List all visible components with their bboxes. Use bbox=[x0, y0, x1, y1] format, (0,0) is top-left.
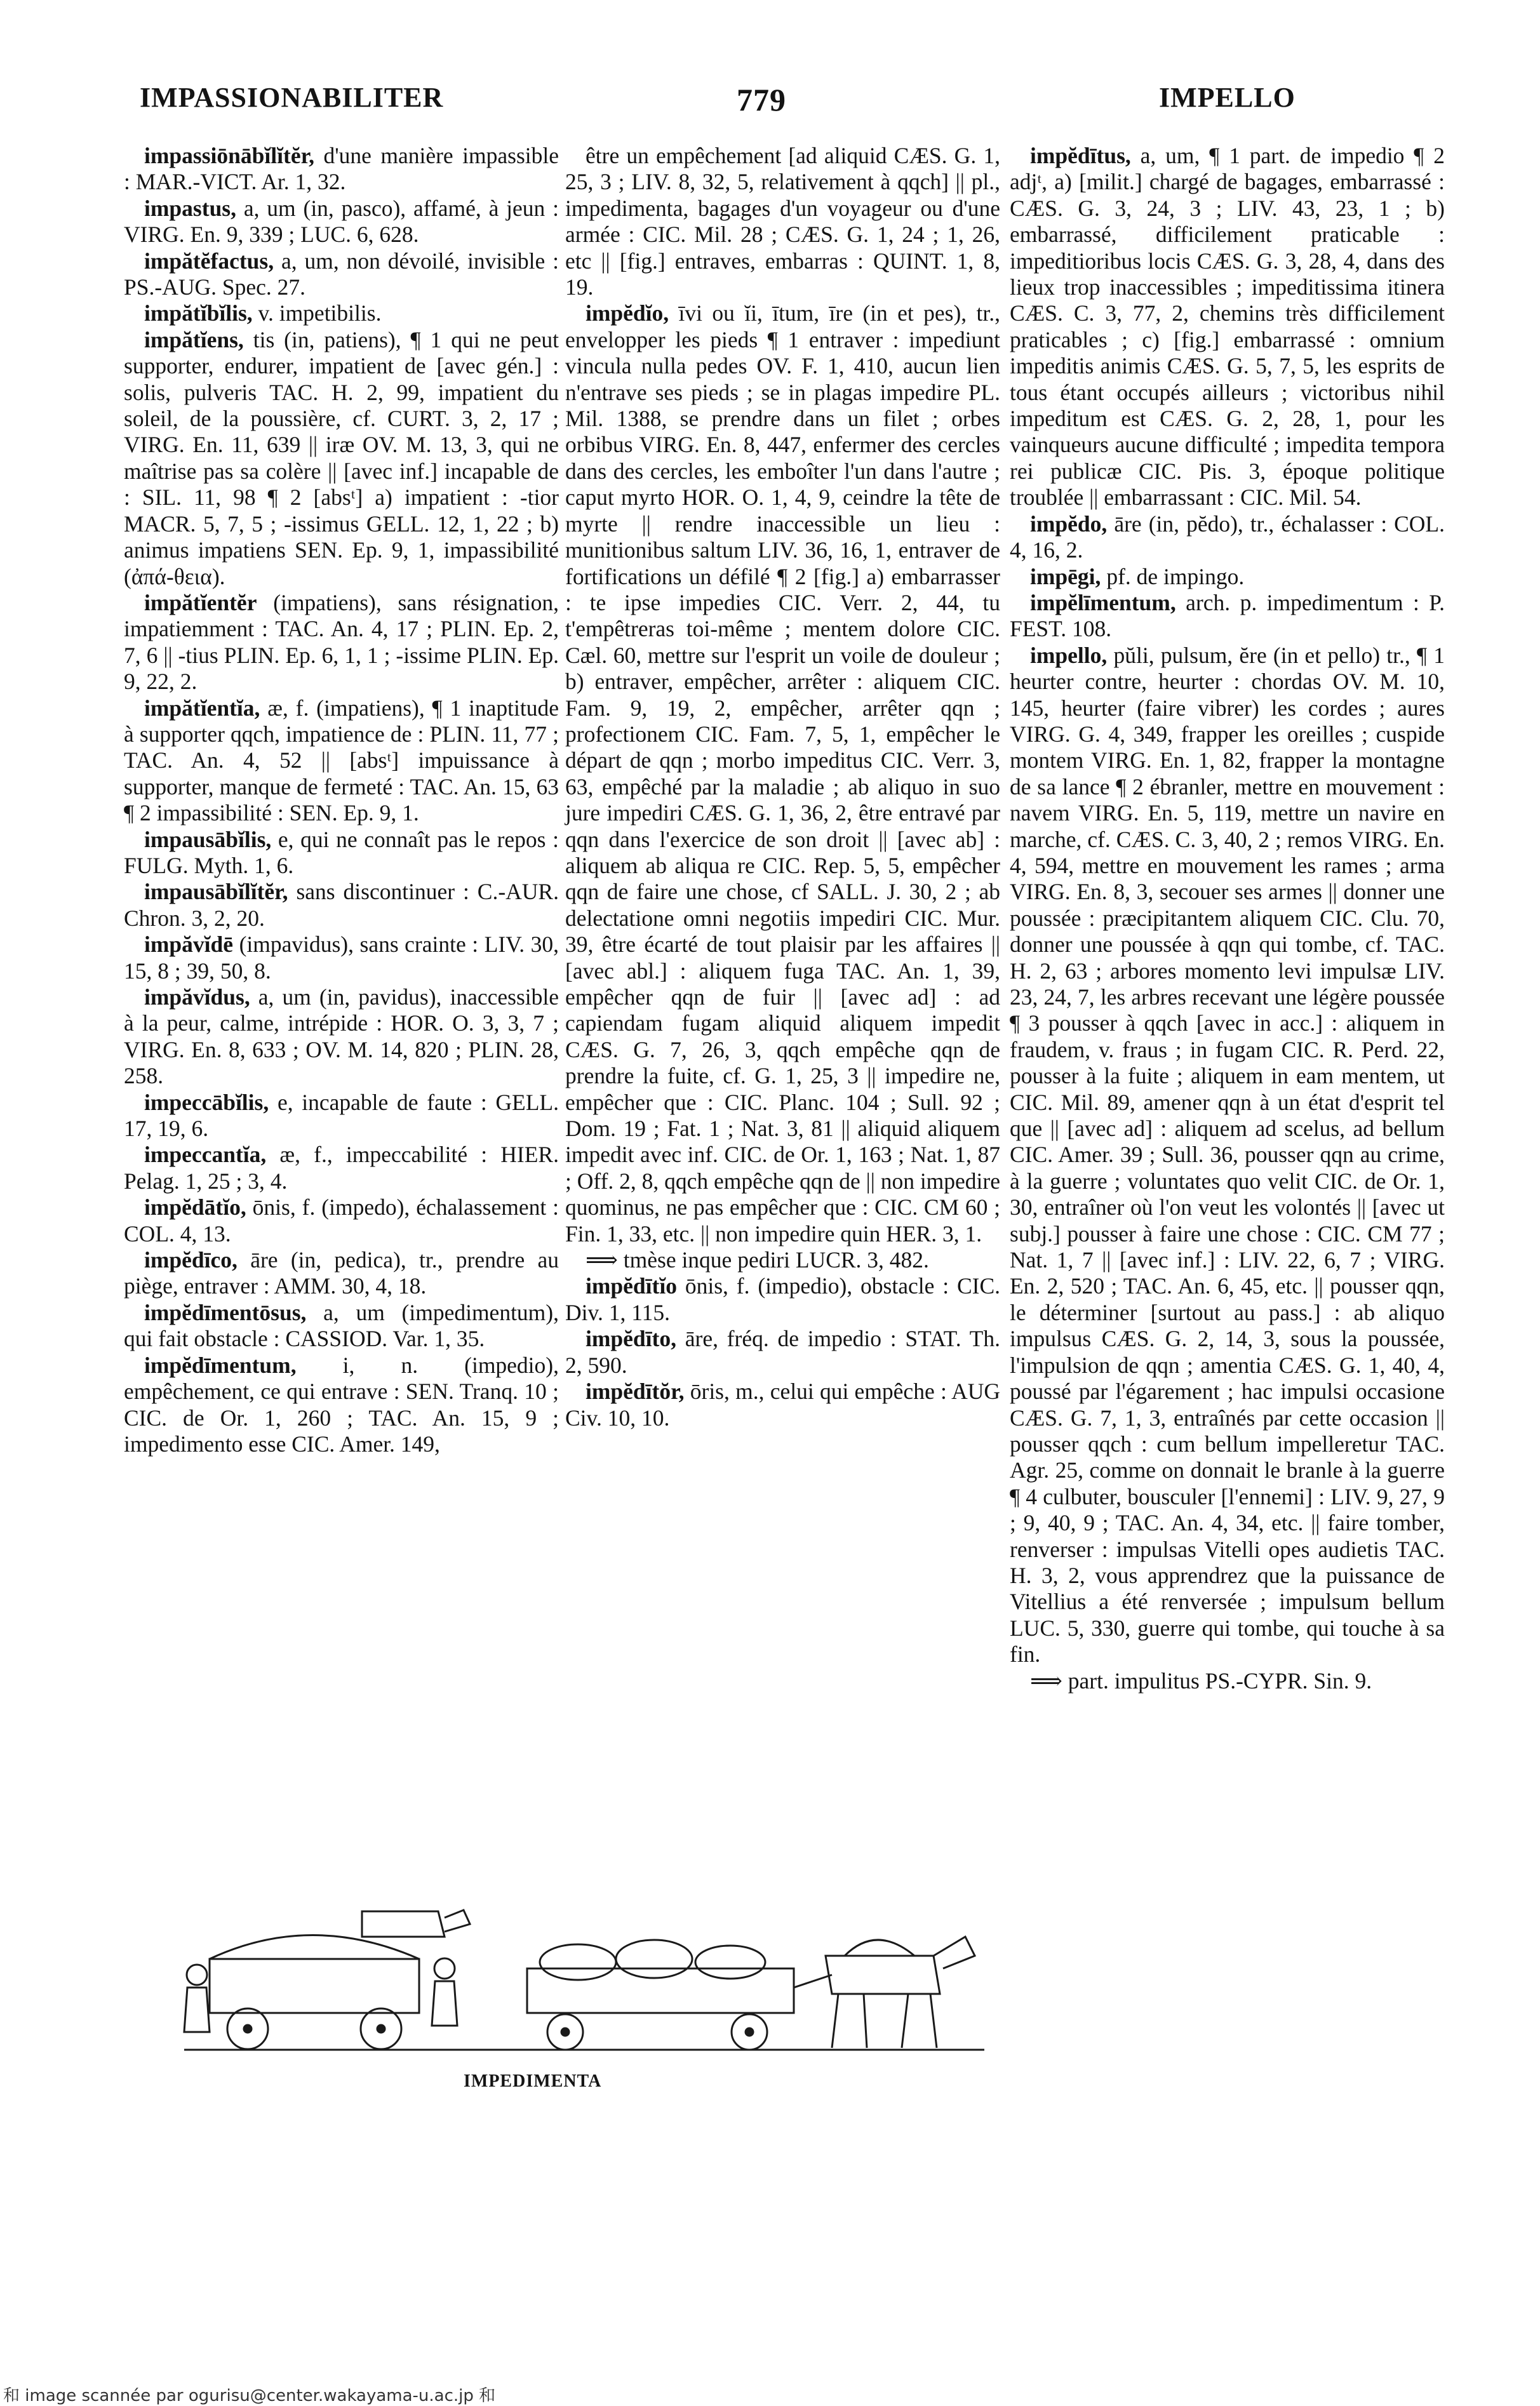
harness-pole bbox=[794, 1975, 832, 1988]
dictionary-entry bbox=[124, 195, 565, 248]
entry-headword: impĕdīmentum, bbox=[144, 1352, 297, 1378]
entry-headword: impassiōnābĭlĭtĕr, bbox=[144, 143, 314, 168]
entry-definition: æ, f. (impatiens), ¶ 1 inaptitude à supporter qqch, impatience de : PLIN. 11, 77 ; TAC. An. 4, 52 || [absᵗ] impuissance à supporter, manque de fermeté : TAC. An. 15, 63 ¶ 2 impassibilité : SEN. Ep. 9, 1. bbox=[124, 695, 565, 826]
entry-definition: v. impetibilis. bbox=[252, 300, 382, 326]
entry-headword: impătĭbĭlis, bbox=[144, 300, 253, 326]
illustration-caption: IMPEDIMENTA bbox=[464, 2071, 602, 2091]
entry-headword: impĕdītŏr, bbox=[586, 1379, 685, 1405]
dictionary-entry bbox=[124, 1089, 565, 1142]
entry-headword: impeccābĭlis, bbox=[144, 1089, 269, 1115]
dictionary-entry bbox=[124, 1352, 565, 1458]
entry-definition: pf. de impingo. bbox=[1101, 563, 1245, 589]
entry-headword: impĕdātĭo, bbox=[144, 1194, 246, 1220]
entry-headword: impĕdītĭo bbox=[586, 1273, 677, 1299]
entry-headword: impello, bbox=[1030, 642, 1108, 668]
dictionary-entry bbox=[124, 695, 565, 827]
dictionary-entry bbox=[1010, 1668, 1445, 1694]
dictionary-entry bbox=[1010, 642, 1450, 1668]
soldier-2-head bbox=[434, 1958, 455, 1979]
entry-headword: impĕdītus, bbox=[1030, 143, 1131, 168]
entry-definition: arch. p. impedimentum : P. FEST. 108. bbox=[1010, 589, 1450, 642]
entry-definition: être un empêchement [ad aliquid CÆS. G. 1, 25, 3 ; LIV. 8, 32, 5, relativement à qqch] || pl., impedimenta, bagages d'un voyageur ou d'une armée : CIC. Mil. 28 ; CÆS. G. 1, 24 ; 1, 26, etc || [fig.] entraves, embarras : QUINT. 1, 8, 19. bbox=[565, 143, 1006, 300]
text-column-3 bbox=[1010, 143, 1450, 2257]
entry-headword: impēgi, bbox=[1030, 563, 1101, 589]
dictionary-entry bbox=[124, 326, 565, 590]
ox-head bbox=[445, 1910, 470, 1932]
mule-legs bbox=[832, 1994, 937, 2048]
entry-definition: d'une manière impassible : MAR.-VICT. Ar. 1, 32. bbox=[124, 143, 565, 195]
entry-definition: īvi ou ĭi, ītum, īre (in et pes), tr., envelopper les pieds ¶ 1 entraver : impediunt vincula nulla pedes OV. F. 1, 410, aucun lien n'entrave ses pieds ; se in plagas impedire PL. Mil. 1388, se prendre dans un filet ; orbes orbibus VIRG. En. 8, 447, enfermer des cercles dans des cercles, les emboîter l'un dans l'autre ; caput myrto HOR. O. 1, 4, 9, ceindre la tête de myrte || rendre inaccessible un lieu : munitionibus saltum LIV. 36, 16, 1, entraver de fortifications un défilé ¶ 2 [fig.] a) embarrasser : te ipse impedies CIC. Verr. 2, 44, tu t'empêtreras toi-même ; mentem dolore CIC. Cæl. 60, mettre sur l'esprit un voile de douleur ; b) entraver, empêcher, arrêter : aliquem CIC. Fam. 9, 19, 2, empêcher, arrêter qqn ; profectionem CIC. Fam. 7, 5, 1, empêcher le départ de qqn ; morbo impeditus CIC. Verr. 3, 63, empêché par la maladie ; ab aliquo in suo jure impediri CÆS. G. 1, 36, 2, être entravé par qqn dans l'exercice de son droit || [avec ab] : aliquem ab aliqua re CIC. Rep. 5, 5, empêcher qqn de faire une chose, cf SALL. J. 30, 2 ; ab delectatione omni negotiis impediri CIC. Mur. 39, être écarté de tout plaisir par les affaires || [avec abl.] : aliquem fuga TAC. An. 1, 39, empêcher qqn de fuir || [avec ad] : ad capiendam fugam aliquid aliquem impedit CÆS. G. 7, 26, 3, qqch empêche qqn de prendre la fuite, cf. G. 1, 25, 3 || impedire ne, empêcher que : CIC. Planc. 104 ; Sull. 92 ; Dom. 19 ; Fat. 1 ; Nat. 3, 81 || aliquid aliquem impedit avec inf. CIC. de Or. 1, 163 ; Nat. 1, 87 ; Off. 2, 8, qqch empêche qqn de || non impedire quominus, ne pas empêcher que : CIC. CM 60 ; Fin. 1, 33, etc. || non impedire quin HER. 3, 1. bbox=[565, 300, 1006, 1246]
entry-headword: impĕlīmentum, bbox=[1030, 589, 1176, 615]
page-number: 779 bbox=[737, 82, 786, 117]
dictionary-entry bbox=[124, 589, 565, 695]
entry-definition: ōnis, f. (impedo), échalassement : COL. 4, 13. bbox=[124, 1194, 565, 1246]
entry-headword: impĕdīco, bbox=[144, 1247, 238, 1273]
entry-definition: ōnis, f. (impedio), obstacle : CIC. Div. 1, 115. bbox=[565, 1273, 1006, 1325]
entry-headword: impătĭentĭa, bbox=[144, 695, 260, 721]
entry-headword: impausābĭlĭtĕr, bbox=[144, 879, 288, 905]
entry-headword: impeccantĭa, bbox=[144, 1142, 267, 1168]
entry-definition: i, n. (impedio), empêchement, ce qui entrave : SEN. Tranq. 10 ; CIC. de Or. 1, 260 ; TAC. An. 15, 9 ; impedimento esse CIC. Amer. 149, bbox=[124, 1352, 565, 1457]
entry-definition: tis (in, patiens), ¶ 1 qui ne peut supporter, endurer, impatient de [avec gén.] : solis, pulveris TAC. H. 2, 99, impatient du soleil, de la poussière, cf. CURT. 3, 2, 17 ; VIRG. En. 11, 639 || iræ OV. M. 13, 3, qui ne maîtrise pas sa colère || [avec inf.] incapable de : SIL. 11, 98 ¶ 2 [absᵗ] a) impatient : -tior MACR. 5, 7, 5 ; -issimus GELL. 12, 1, 22 ; b) animus impatiens SEN. Ep. 9, 1, impassibilité (ἀπά-θεια). bbox=[124, 326, 565, 589]
dictionary-entry bbox=[124, 984, 565, 1090]
dictionary-entry bbox=[124, 1247, 565, 1300]
text-column-2 bbox=[565, 143, 1006, 1800]
entry-headword: impĕdĭo, bbox=[586, 300, 669, 326]
soldier-1-head bbox=[187, 1965, 207, 1985]
entry-headword: impastus, bbox=[144, 195, 236, 221]
entry-definition: sans discontinuer : C.-AUR. Chron. 3, 2, 20. bbox=[124, 879, 565, 931]
dictionary-entry bbox=[565, 1326, 1006, 1379]
dictionary-entry bbox=[565, 300, 1006, 1247]
scan-credit-footer: 和 image scannée par ogurisu@center.wakayama-u.ac.jp 和 bbox=[3, 2386, 496, 2405]
entry-definition: a, um (impedimentum), qui fait obstacle : CASSIOD. Var. 1, 35. bbox=[124, 1299, 565, 1352]
entry-definition: (impatiens), sans résignation, impatiemment : TAC. An. 4, 17 ; PLIN. Ep. 2, 7, 6 || -tius PLIN. Ep. 6, 1, 1 ; -issime PLIN. Ep. 9, 22, 2. bbox=[124, 589, 565, 695]
dictionary-entry bbox=[1010, 564, 1445, 590]
dictionary-entry bbox=[124, 1299, 565, 1353]
entry-definition: ⟹ part. impulitus PS.-CYPR. Sin. 9. bbox=[1030, 1667, 1372, 1694]
entry-definition: ⟹ tmèse inque pediri LUCR. 3, 482. bbox=[586, 1247, 929, 1273]
dictionary-entry bbox=[124, 932, 565, 984]
dictionary-entry bbox=[124, 879, 565, 932]
entry-definition: ōris, m., celui qui empêche : AUG Civ. 10, 10. bbox=[565, 1379, 1006, 1431]
entry-definition: pŭli, pulsum, ĕre (in et pello) tr., ¶ 1 heurter contre, heurter : chordas OV. M. 10, 145, heurter (faire vibrer) les cordes ; aures VIRG. G. 4, 349, frapper les oreilles ; cuspide montem VIRG. En. 1, 82, frapper la montagne de sa lance ¶ 2 ébranler, mettre en mouvement : navem VIRG. En. 5, 119, mettre un navire en marche, cf. CÆS. C. 3, 40, 2 ; remos VIRG. En. 4, 594, mettre en mouvement les rames ; arma VIRG. En. 8, 3, secouer ses armes || donner une poussée : præcipitantem aliquem CIC. Clu. 70, donner une poussée à qqn qui tombe, cf. TAC. H. 2, 63 ; arbores momento levi impulsæ LIV. 23, 24, 7, les arbres recevant une légère poussée ¶ 3 pousser à qqch [avec in acc.] : aliquem in fraudem, v. fraus ; in fugam CIC. R. Perd. 22, pousser à la fuite ; aliquem in eam mentem, ut CIC. Mil. 89, amener qqn à un état d'esprit tel que || [avec ad] : aliquem ad scelus, ad bellum CIC. Amer. 39 ; Sull. 36, pousser qqn au crime, à la guerre ; voluntates quo velit CIC. de Or. 1, 30, entraîner où l'on veut les volontés || [avec ut subj.] pousser à faire une chose : CIC. CM 77 ; Nat. 1, 7 || [avec inf.] : LIV. 22, 6, 7 ; VIRG. En. 2, 520 ; TAC. An. 6, 45, etc. || pousser qqn, le déterminer [surtout au pass.] : ab aliquo impulsus CÆS. G. 2, 14, 3, sous la poussée, l'impulsion de qqn ; amentia CÆS. G. 1, 40, 4, poussé par l'égarement ; hac impulsi occasione CÆS. G. 7, 1, 3, entraînés par cette occasion || pousser qqch : cum bellum impelleretur TAC. Agr. 25, comme on donnait le branle à la guerre ¶ 4 culbuter, bousculer [l'ennemi] : LIV. 9, 27, 9 ; 9, 40, 9 ; TAC. An. 4, 34, etc. || faire tomber, renverser : impulsas Vitelli opes audietis TAC. H. 3, 2, vous apprendrez que la puissance de Vitellius a été renversée ; impulsum bellum LUC. 5, 330, guerre qui tombe, qui touche à sa fin. bbox=[1010, 642, 1450, 1667]
shield-3 bbox=[695, 1946, 765, 1979]
dictionary-entry bbox=[565, 143, 1006, 300]
mule-head bbox=[934, 1937, 975, 1968]
dictionary-entry bbox=[1010, 511, 1450, 564]
dictionary-entry bbox=[1010, 589, 1450, 643]
impedimenta-engraving bbox=[171, 1899, 997, 2054]
wagon-left-load bbox=[210, 1935, 419, 1960]
entry-headword: impĕdīto, bbox=[586, 1326, 676, 1352]
dictionary-entry bbox=[124, 1142, 565, 1194]
text-column-1 bbox=[124, 143, 565, 1908]
dictionary-entry bbox=[565, 1247, 1000, 1273]
dictionary-entry bbox=[124, 248, 565, 301]
dictionary-entry bbox=[565, 1379, 1006, 1431]
entry-headword: impătĭentĕr bbox=[144, 589, 257, 615]
shield-1 bbox=[540, 1944, 616, 1980]
shield-2 bbox=[616, 1940, 692, 1978]
dictionary-entry bbox=[124, 300, 559, 326]
soldier-2-body bbox=[432, 1981, 457, 2026]
entry-definition: e, incapable de faute : GELL. 17, 19, 6. bbox=[124, 1089, 565, 1142]
running-head-right: IMPELLO bbox=[1159, 82, 1296, 113]
entry-headword: impătĕfactus, bbox=[144, 248, 274, 274]
dictionary-entry bbox=[1010, 143, 1450, 511]
entry-definition: āre (in, pedica), tr., prendre au piège, entraver : AMM. 30, 4, 18. bbox=[124, 1247, 565, 1299]
entry-headword: impătĭens, bbox=[144, 326, 244, 352]
entry-definition: a, um (in, pavidus), inaccessible à la peur, calme, intrépide : HOR. O. 3, 3, 7 ; VIRG. En. 8, 633 ; OV. M. 14, 820 ; PLIN. 28, 258. bbox=[124, 984, 565, 1089]
entry-headword: impĕdīmentōsus, bbox=[144, 1299, 307, 1325]
entry-definition: a, um (in, pasco), affamé, à jeun : VIRG. En. 9, 339 ; LUC. 6, 628. bbox=[124, 195, 565, 248]
entry-definition: (impavidus), sans crainte : LIV. 30, 15, 8 ; 39, 50, 8. bbox=[124, 932, 565, 984]
mule-body bbox=[826, 1956, 940, 1994]
wagon-left-body bbox=[210, 1959, 419, 2013]
entry-headword: impausābĭlis, bbox=[144, 826, 272, 852]
dictionary-entry bbox=[124, 826, 565, 879]
entry-definition: āre (in, pĕdo), tr., échalasser : COL. 4, 16, 2. bbox=[1010, 511, 1450, 563]
entry-definition: a, um, non dévoilé, invisible : PS.-AUG. Spec. 27. bbox=[124, 248, 565, 300]
running-head-left: IMPASSIONABILITER bbox=[140, 82, 444, 113]
entry-definition: æ, f., impeccabilité : HIER. Pelag. 1, 25 ; 3, 4. bbox=[124, 1142, 565, 1194]
entry-headword: impĕdo, bbox=[1030, 511, 1108, 537]
dictionary-entry bbox=[565, 1273, 1006, 1326]
dictionary-entry bbox=[124, 143, 565, 196]
entry-definition: a, um, ¶ 1 part. de impedio ¶ 2 adjᵗ, a) [milit.] chargé de bagages, embarrassé : CÆS. G. 3, 24, 3 ; LIV. 43, 23, 1 ; b) embarrassé, difficilement praticable : impeditioribus locis CÆS. G. 3, 28, 4, dans des lieux trop inaccessibles ; impeditissima itinera CÆS. C. 3, 77, 2, chemins très difficilement praticables ; c) [fig.] embarrassé : omnium impeditis animis CÆS. G. 5, 7, 5, les esprits de tous étant occupés ailleurs ; victoribus nihil impeditum est CÆS. G. 2, 28, 1, pour les vainqueurs aucune difficulté ; impedita tempora rei publicæ CIC. Pis. 3, époque politique troublée || embarrassant : CIC. Mil. 54. bbox=[1010, 143, 1450, 511]
entry-headword: impăvĭdus, bbox=[144, 984, 250, 1010]
dictionary-entry bbox=[124, 1194, 565, 1247]
entry-definition: āre, fréq. de impedio : STAT. Th. 2, 590. bbox=[565, 1326, 1006, 1378]
soldier-1-body bbox=[184, 1988, 210, 2032]
mule-pack bbox=[845, 1940, 914, 1956]
ox-body bbox=[362, 1911, 445, 1937]
entry-headword: impăvĭdē bbox=[144, 932, 234, 958]
entry-definition: e, qui ne connaît pas le repos : FULG. Myth. 1, 6. bbox=[124, 826, 565, 878]
